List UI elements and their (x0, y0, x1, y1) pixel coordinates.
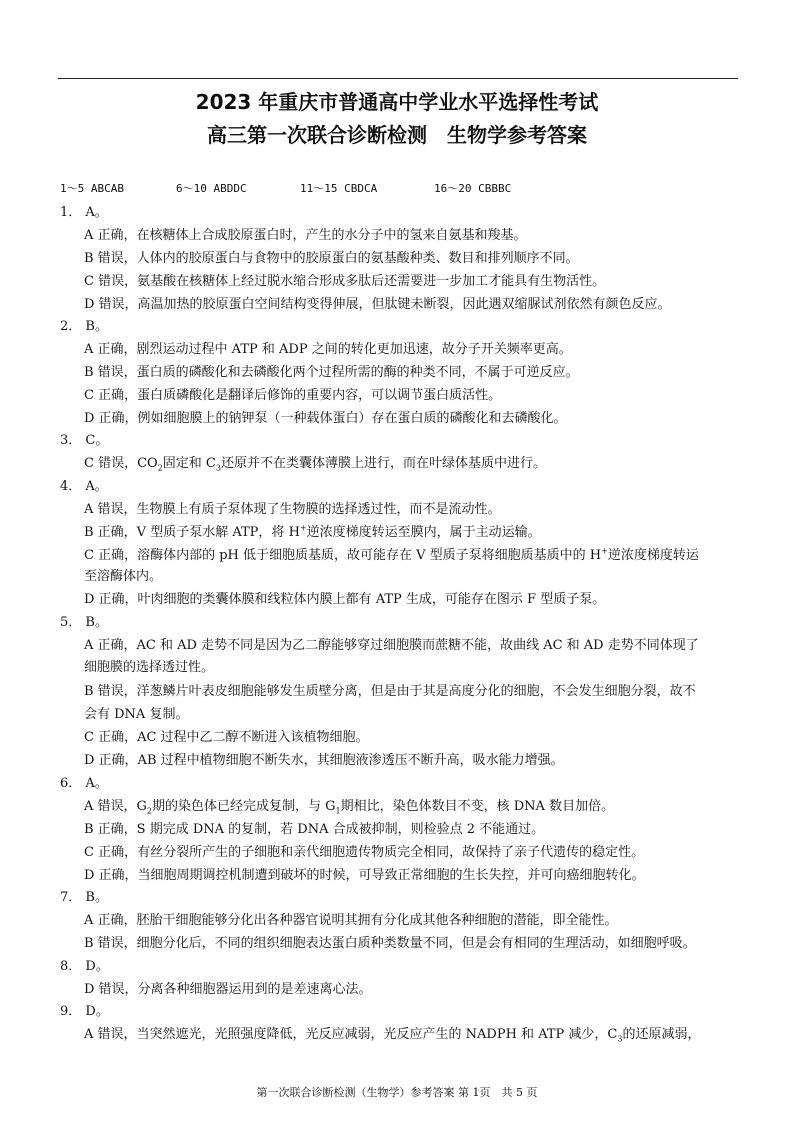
explanation-line: 至溶酶体内。 (84, 569, 163, 584)
question-number: 4． A。 (60, 479, 108, 494)
answer-group-1: 1～5 ABCAB (60, 182, 124, 195)
question-number: 5． B。 (60, 615, 108, 630)
explanation-line: D 正确，叶肉细胞的类囊体膜和线粒体内膜上都有 ATP 生成，可能存在图示 F 型质子泵。 (84, 592, 606, 607)
explanation-line: B 错误，洋葱鳞片叶表皮细胞能够发生质壁分离，但是由于其是高度分化的细胞，不会发生细胞分裂，故不 (84, 684, 696, 699)
explanation-line: B 错误，蛋白质的磷酸化和去磷酸化两个过程所需的酶的种类不同，不属于可逆反应。 (84, 365, 579, 380)
explanation-line: D 错误，分离各种细胞器运用到的是差速离心法。 (84, 982, 372, 997)
answer-group-4: 16～20 CBBBC (434, 182, 512, 195)
explanation-line: C 正确，有丝分裂所产生的子细胞和亲代细胞遗传物质完全相同，故保持了亲子代遗传的稳定性。 (84, 845, 645, 860)
explanation-line: A 错误，当突然遮光，光照强度降低，光反应减弱，光反应产生的 NADPH 和 ATP 减少，$C_3$的还原减弱， (84, 1027, 701, 1044)
explanation-line: C 错误，$CO_2$固定和 $C_3$还原并不在类囊体薄膜上进行，而在叶绿体基质中进行。 (84, 456, 546, 473)
answer-group-2: 6～10 ABDDC (176, 182, 247, 195)
explanation-line: D 正确，当细胞周期调控机制遭到破坏的时候，可导致正常细胞的生长失控，并可向癌细胞转化。 (84, 868, 645, 883)
question-number: 9． D。 (60, 1004, 109, 1019)
page-footer: 第一次联合诊断检测（生物学）参考答案 第 1页 共 5 页 (256, 1086, 538, 1099)
explanation-line: B 正确，S 期完成 DNA 的复制，若 DNA 合成被抑制，则检验点 2 不能通过。 (84, 822, 545, 837)
question-number: 2． B。 (60, 319, 108, 334)
explanation-line: A 正确，在核糖体上合成胶原蛋白时，产生的水分子中的氢来自氨基和羧基。 (84, 228, 527, 243)
question-number: 6． A。 (60, 776, 108, 791)
question-number: 1． A。 (60, 205, 108, 220)
explanation-line: D 正确，例如细胞膜上的钠钾泵（一种载体蛋白）存在蛋白质的磷酸化和去磷酸化。 (84, 411, 567, 426)
explanation-line: D 错误，高温加热的胶原蛋白空间结构变得伸展，但肽键未断裂，因此遇双缩脲试剂依然有颜色反应。 (84, 297, 671, 312)
document-title: 2023 年重庆市普通高中学业水平选择性考试 (195, 90, 599, 114)
explanation-line: A 正确，胚胎干细胞能够分化出各种器官说明其拥有分化成其他各种细胞的潜能，即全能性。 (84, 913, 618, 928)
explanation-line: C 错误，氨基酸在核糖体上经过脱水缩合形成多肽后还需要进一步加工才能具有生物活性。 (84, 274, 606, 289)
explanation-line: B 错误，细胞分化后，不同的组织细胞表达蛋白质种类数量不同，但是会有相同的生理活动，如细胞呼吸。 (84, 936, 696, 951)
explanation-line: A 正确，剧烈运动过程中 ATP 和 ADP 之间的转化更加迅速，故分子开关频率更高。 (84, 342, 572, 357)
question-number: 3． C。 (60, 433, 109, 448)
question-number: 7． B。 (60, 890, 108, 905)
explanation-line: 细胞膜的选择透过性。 (84, 660, 215, 675)
explanation-line: A 错误，生物膜上有质子泵体现了生物膜的选择透过性，而不是流动性。 (84, 502, 501, 517)
explanation-line: A 正确，AC 和 AD 走势不同是因为乙二醇能够穿过细胞膜而蔗糖不能，故曲线 AC 和 AD 走势不同体现了 (84, 638, 699, 653)
explanation-line: C 正确，蛋白质磷酸化是翻译后修饰的重要内容，可以调节蛋白质活性。 (84, 388, 502, 403)
question-number: 8． D。 (60, 959, 109, 974)
answer-group-3: 11～15 CBDCA (300, 182, 378, 195)
explanation-line: C 正确，溶酶体内部的 pH 低于细胞质基质，故可能存在 V 型质子泵将细胞质基质中的 H+逆浓度梯度转运 (84, 546, 699, 563)
explanation-line: C 正确，AC 过程中乙二醇不断进入该植物细胞。 (84, 730, 369, 745)
explanation-line: A 错误，$G_2$期的染色体已经完成复制，与 $G_1$期相比，染色体数目不变，核 DNA 数目加倍。 (84, 799, 615, 816)
explanation-line: 会有 DNA 复制。 (84, 707, 189, 722)
document-subtitle: 高三第一次联合诊断检测 生物学参考答案 (207, 123, 587, 147)
explanation-line: B 错误，人体内的胶原蛋白与食物中的胶原蛋白的氨基酸种类、数目和排列顺序不同。 (84, 251, 579, 266)
explanation-line: D 正确，AB 过程中植物细胞不断失水，其细胞液渗透压不断升高，吸水能力增强。 (84, 753, 564, 768)
explanation-line: B 正确，V 型质子泵水解 ATP，将 H+逆浓度梯度转运至膜内，属于主动运输。 (84, 523, 541, 540)
